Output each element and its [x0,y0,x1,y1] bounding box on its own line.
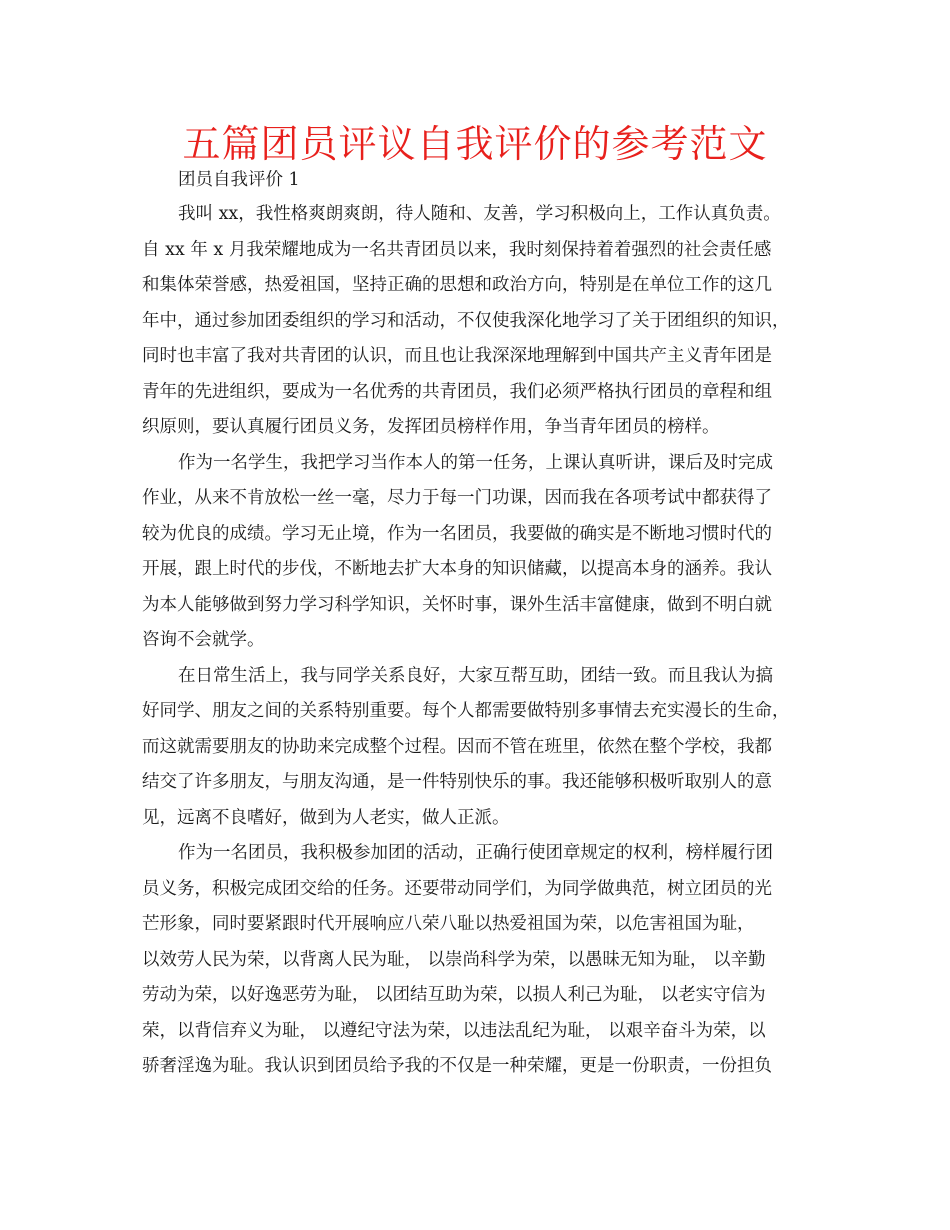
paragraph-line: 咨询不会就学。 [142,630,265,650]
paragraph-line: 芒形象，同时要紧跟时代开展响应八荣八耻以热爱祖国为荣，以危害祖国为耻， [142,914,755,934]
paragraph-line: 作业，从来不肯放松一丝一毫，尽力于每一门功课，因而我在各项考试中都获得了 [142,488,772,508]
paragraph-line: 开展，跟上时代的步伐，不断地去扩大本身的知识储藏，以提高本身的涵养。我认 [142,559,772,579]
paragraph-line: 员义务，积极完成团交给的任务。还要带动同学们，为同学做典范，树立团员的光 [142,878,772,899]
paragraph-line: 年中，通过参加团委组织的学习和活动，不仅使我深化地学习了关于团组织的知识， [142,310,790,331]
paragraph-line: 而这就需要朋友的协助来完成整个过程。因而不管在班里，依然在整个学校，我都 [142,736,772,757]
paragraph-line: 好同学、朋友之间的关系特别重要。每个人都需要做特别多事情去充实漫长的生命， [142,701,790,721]
document-title: 五篇团员评议自我评价的参考范文 [182,122,768,166]
paragraph-line: 劳动为荣，以好逸恶劳为耻， 以团结互助为荣，以损人利己为耻， 以老实守信为 [142,985,766,1005]
paragraph-line: 结交了许多朋友，与朋友沟通，是一件特别快乐的事。我还能够积极听取别人的意 [142,772,772,792]
paragraph-line: 同时也丰富了我对共青团的认识，而且也让我深深地理解到中国共产主义青年团是 [142,346,772,366]
paragraph-line: 作为一名团员，我积极参加团的活动，正确行使团章规定的权利，榜样履行团 [178,843,773,863]
paragraph-line: 为本人能够做到努力学习科学知识，关怀时事，课外生活丰富健康，做到不明白就 [142,594,772,615]
paragraph-line: 见，远离不良嗜好，做到为人老实，做人正派。 [142,807,510,828]
section-heading: 团员自我评价 1 [178,170,300,190]
paragraph-line: 作为一名学生，我把学习当作本人的第一任务，上课认真听讲，课后及时完成 [178,452,773,473]
paragraph-line: 和集体荣誉感，热爱祖国，坚持正确的思想和政治方向，特别是在单位工作的这几 [142,275,772,295]
paragraph-line: 我叫 xx，我性格爽朗爽朗，待人随和、友善，学习积极向上，工作认真负责。 [178,204,781,224]
paragraph-line: 骄奢淫逸为耻。我认识到团员给予我的不仅是一种荣耀，更是一份职责，一份担负 [142,1056,772,1076]
document-body [142,197,822,1085]
paragraph-4 [142,836,822,1085]
paragraph-1 [142,197,822,446]
paragraph-line: 荣，以背信弃义为耻， 以遵纪守法为荣，以违法乱纪为耻， 以艰辛奋斗为荣，以 [142,1020,766,1041]
paragraph-line: 青年的先进组织，要成为一名优秀的共青团员，我们必须严格执行团员的章程和组 [142,381,772,402]
paragraph-line: 织原则，要认真履行团员义务，发挥团员榜样作用，争当青年团员的榜样。 [142,417,720,437]
paragraph-line: 以效劳人民为荣，以背离人民为耻， 以崇尚科学为荣，以愚昧无知为耻， 以辛勤 [142,949,766,970]
paragraph-2 [142,446,822,659]
paragraph-line: 在日常生活上，我与同学关系良好，大家互帮互助，团结一致。而且我认为搞 [178,665,773,686]
paragraph-line: 自 xx 年 x 月我荣耀地成为一名共青团员以来，我时刻保持着着强烈的社会责任感 [142,239,772,260]
paragraph-3 [142,659,822,837]
paragraph-line: 较为优良的成绩。学习无止境，作为一名团员，我要做的确实是不断地习惯时代的 [142,523,772,544]
